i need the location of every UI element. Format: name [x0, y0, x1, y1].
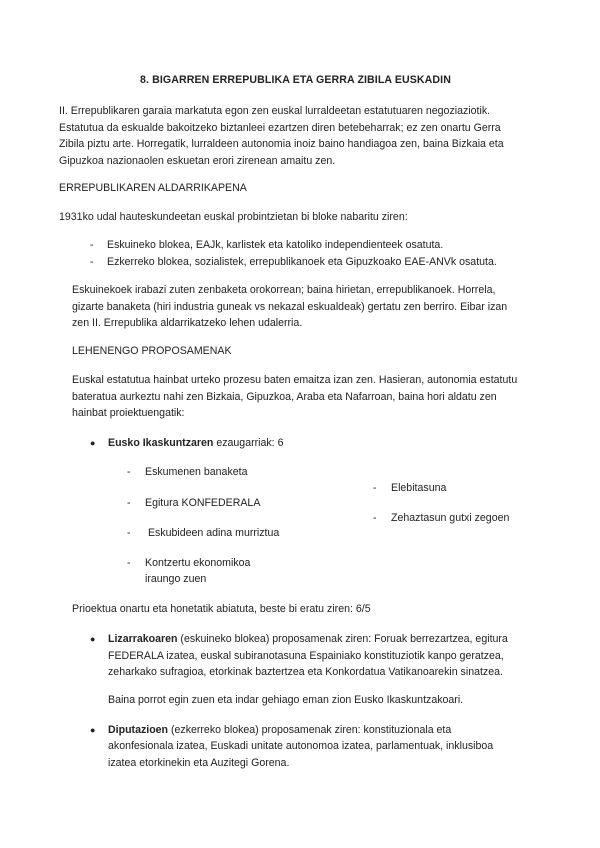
- bullet-marker: ●: [90, 634, 96, 644]
- lizarra-note: Baina porrot egin zuen eta indar gehiago eman zion Eusko Ikaskuntzakoari.: [108, 694, 464, 706]
- paragraph-line: zen II. Errepublika aldarrikatzeko lehen udalerria.: [72, 317, 303, 329]
- paragraph-line: Eskuinekoek irabazi zuten zenbaketa orokorrean; baina hirietan, errepublikanoek. Horrela,: [72, 284, 496, 296]
- lizarra-text: (eskuineko blokea) proposamenak ziren: Foruak berrezartzea, egitura: [177, 633, 508, 645]
- paragraph-line: Euskal estatutua hainbat urteko prozesu baten emaitza izan zen. Hasieran, autonomia estatutu: [72, 374, 518, 386]
- diputazioen-text: (ezkerreko blokea) proposamenak ziren: konstituzionala eta: [168, 724, 452, 736]
- paragraph-line: FEDERALA izatea, euskal subiranotasuna Espainiako konstituziotik kanpo geratzea,: [108, 650, 504, 662]
- list-item: Eskubideen adina murriztua: [145, 527, 280, 539]
- list-item: Egitura KONFEDERALA: [145, 497, 261, 509]
- bullet-marker: ●: [90, 725, 96, 735]
- diputazioen-label: Diputazioen: [108, 724, 169, 736]
- dash-marker: -: [373, 482, 377, 494]
- section-heading-proposamenak: LEHENENGO PROPOSAMENAK: [72, 345, 232, 357]
- paragraph-line: zeharkako sufragioa, etorkinak baztertzea eta Konkordatua Vatikanoarekin sinatzea.: [108, 666, 503, 678]
- list-item: Eskumenen banaketa: [145, 466, 248, 478]
- list-item: Ezkerreko blokea, sozialistek, errepublikanoek eta Gipuzkoako EAE-ANVk osatuta.: [107, 256, 497, 268]
- paragraph-line: [108, 722, 451, 739]
- paragraph-line: akonfesionala izatea, Euskadi unitate autonomoa izatea, parlamentuak, inklusiboa: [108, 740, 494, 752]
- eusko-ikaskuntza-item: [108, 435, 283, 452]
- list-item-continuation: iraungo zuen: [145, 573, 207, 585]
- list-item: Eskuineko blokea, EAJk, karlistek eta katoliko independienteek osatuta.: [107, 239, 444, 251]
- eusko-ikaskuntza-label: Eusko Ikaskuntzaren: [108, 437, 214, 449]
- dash-marker: -: [90, 239, 94, 251]
- dash-marker: -: [373, 512, 377, 524]
- dash-marker: -: [90, 256, 94, 268]
- dash-marker: -: [127, 527, 131, 539]
- paragraph-line: hainbat proiektuengatik:: [72, 407, 185, 419]
- dash-marker: -: [127, 466, 131, 478]
- section-heading-aldarrikapena: ERREPUBLIKAREN ALDARRIKAPENA: [59, 182, 247, 194]
- eusko-ikaskuntza-text: ezaugarriak: 6: [213, 437, 284, 449]
- paragraph-line: gizarte banaketa (hiri industria guneak vs nekazal eskualdeak) gertatu zen berriro. Eibar izan: [72, 301, 508, 313]
- list-item: Elebitasuna: [391, 482, 447, 494]
- intro-line: Zibila piztu arte. Horregatik, lurraldeen autonomia inoiz baino handiagoa zen, baina Bizkaia eta: [59, 138, 504, 150]
- list-item: Kontzertu ekonomikoa: [145, 557, 251, 569]
- paragraph-line: izatea etorkinekin eta Auzitegi Gorena.: [108, 757, 290, 769]
- bullet-marker: ●: [90, 438, 96, 448]
- paragraph-line: [108, 631, 508, 648]
- dash-marker: -: [127, 557, 131, 569]
- intro-line: Estatutua da eskualde bakoitzeko biztanleei ezartzen diren betebeharrak; ez zen onartu Gerra: [59, 122, 501, 134]
- lizarra-label: Lizarrakoaren: [108, 633, 178, 645]
- page-title: 8. BIGARREN ERREPUBLIKA ETA GERRA ZIBILA EUSKADIN: [140, 74, 451, 86]
- list-item: Zehaztasun gutxi zegoen: [391, 512, 510, 524]
- paragraph-line: bateratua aurkeztu nahi zen Bizkaia, Gipuzkoa, Araba eta Nafarroan, baina hori aldatu zen: [72, 391, 497, 403]
- dash-marker: -: [127, 497, 131, 509]
- intro-line: II. Errepublikaren garaia markatuta egon zen euskal lurraldeetan estatutuaren negoziaziotik.: [59, 105, 491, 117]
- intro-line: Gipuzkoa nazionaolen eskuetan erori zirenean amaitu zen.: [59, 155, 336, 167]
- elections-text: 1931ko udal hauteskundeetan euskal probintzietan bi bloke nabaritu ziren:: [59, 211, 408, 223]
- approved-text: Prioektua onartu eta honetatik abiatuta, beste bi eratu ziren: 6/5: [72, 603, 371, 615]
